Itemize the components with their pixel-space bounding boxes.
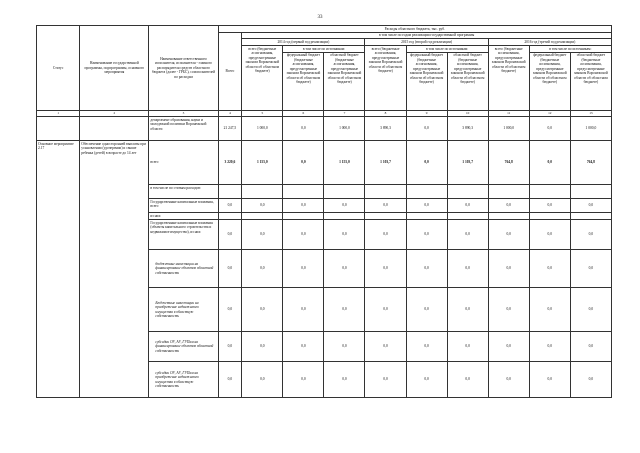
cell-value: 1 155,0 (242, 141, 283, 185)
cell-value: 0,0 (283, 220, 324, 250)
column-number: 13 (570, 110, 611, 116)
cell-value: 0,0 (324, 332, 365, 362)
cell-value: 0,0 (365, 288, 406, 332)
column-number: 5 (242, 110, 283, 116)
cell-value: 1 155,0 (324, 141, 365, 185)
header-year-2014: 2014 год (первый год реализации) (242, 39, 365, 46)
header-executor: Наименование ответственного исполнителя, исполнителя - главного распорядителя средств областного бюджета (далее - ГРБС), соисполнителей по расходам (149, 26, 218, 111)
cell-value: 0,0 (406, 332, 447, 362)
column-number: 1 (37, 110, 80, 116)
cell-value: 764,8 (570, 141, 611, 185)
row-executor: всего (149, 141, 218, 185)
cell-value: 0,0 (447, 362, 488, 398)
cell-value: 0,0 (529, 199, 570, 213)
column-number: 12 (529, 110, 570, 116)
cell-value: 0,0 (488, 199, 529, 213)
cell-value: 3 220,6 (218, 141, 242, 185)
header-year-2015: 2015 год (второй год реализации) (365, 39, 488, 46)
column-number: 6 (283, 110, 324, 116)
cell-value: 0,0 (218, 199, 242, 213)
row-executor: Государственные капитальные вложения (объекты капитального строительства и недвижимое имущество), из них: (149, 220, 218, 250)
cell-value: 0,0 (218, 288, 242, 332)
column-number: 2 (80, 110, 149, 116)
row-executor: Государственные капитальные вложения, всего (149, 199, 218, 213)
page-number: 33 (317, 15, 323, 20)
cell-value: 0,0 (570, 288, 611, 332)
header-sources-2014: в том числе по источникам: (283, 46, 365, 53)
cell-value: 0,0 (529, 141, 570, 185)
header-expenses-title: Расходы областного бюджета, тыс. руб. (218, 26, 611, 33)
cell-value: 0,0 (570, 199, 611, 213)
header-sources-2015: в том числе по источникам: (406, 46, 488, 53)
header-sources-2016: в том числе по источникам: (529, 46, 611, 53)
cell-value: 0,0 (447, 199, 488, 213)
header-regional-2015: областной бюджет (бюджетные ассигнования, предусмотренные законом Воронежской области об областном бюджете) (447, 52, 488, 110)
cell-value: 0,0 (406, 220, 447, 250)
cell-value: 0,0 (324, 199, 365, 213)
cell-value: 0,0 (488, 288, 529, 332)
column-number: 4 (218, 110, 242, 116)
column-number: 3 (149, 110, 218, 116)
cell-value: 0,0 (447, 220, 488, 250)
cell-value: 0,0 (529, 250, 570, 288)
header-regional-2016: областной бюджет (бюджетные ассигнования, предусмотренные законом Воронежской области об областном бюджете) (570, 52, 611, 110)
cell-value: 0,0 (488, 220, 529, 250)
cell-value: 0,0 (324, 362, 365, 398)
header-regional-2014: областной бюджет (бюджетные ассигнования, предусмотренные законом Воронежской области об областном бюджете) (324, 52, 365, 110)
cell-value: 0,0 (283, 199, 324, 213)
cell-value: 0,0 (242, 199, 283, 213)
header-all-2015: всего (бюджетные ассигнования, предусмотренные законом Воронежской области об областном бюджете) (365, 46, 406, 111)
row-executor: Бюджетные инвестиции на приобретение недвижимого имущества в областную собственность (149, 288, 218, 332)
cell-value: 0,0 (406, 288, 447, 332)
cell-value: 0,0 (242, 220, 283, 250)
cell-value: 0,0 (529, 332, 570, 362)
budget-table (36, 25, 612, 398)
table-row (37, 117, 612, 141)
cell-value: 0,0 (447, 288, 488, 332)
header-federal-2016: федеральный бюджет (бюджетные ассигнования, предусмотренные законом Воронежской области об областном бюджете) (529, 52, 570, 110)
cell-value: 0,0 (529, 362, 570, 398)
cell-value: 0,0 (242, 332, 283, 362)
row-executor: субсидии ОУ, АУ, ГУПам на финансирование объектов областной собственности (149, 332, 218, 362)
cell-value: 3 890,3 (447, 117, 488, 141)
column-number: 7 (324, 110, 365, 116)
cell-value: 1 000,0 (242, 117, 283, 141)
header-federal-2014: федеральный бюджет (бюджетные ассигнования, предусмотренные законом Воронежской области об областном бюджете) (283, 52, 324, 110)
cell-value: 0,0 (283, 332, 324, 362)
row-executor: департамент образования, науки и молодежной политики Воронежской области (149, 117, 218, 141)
cell-value: 1 103,7 (365, 141, 406, 185)
column-number: 11 (488, 110, 529, 116)
cell-value: 0,0 (365, 332, 406, 362)
cell-value: 0,0 (488, 250, 529, 288)
header-federal-2015: федеральный бюджет (бюджетные ассигнования, предусмотренные законом Воронежской области об областном бюджете) (406, 52, 447, 110)
cell-value: 0,0 (218, 220, 242, 250)
cell-value: 1 000,0 (570, 117, 611, 141)
cell-value: 0,0 (447, 332, 488, 362)
cell-value: 1 103,7 (447, 141, 488, 185)
column-number: 8 (365, 110, 406, 116)
cell-value: 0,0 (406, 141, 447, 185)
cell-value: 0,0 (324, 250, 365, 288)
cell-value: 0,0 (406, 250, 447, 288)
cell-value: 0,0 (365, 362, 406, 398)
cell-value: 0,0 (218, 250, 242, 288)
cell-value: 3 890,3 (365, 117, 406, 141)
header-year-2016: 2016 год (третий год реализации) (488, 39, 611, 46)
cell-value: 0,0 (242, 250, 283, 288)
cell-value: 0,0 (406, 117, 447, 141)
header-subtitle: в том числе по годам реализации государственной программы (242, 32, 612, 39)
header-all-2016: всего (бюджетные ассигнования, предусмотренные законом Воронежской области об областном бюджете) (488, 46, 529, 111)
cell-value: 0,0 (570, 220, 611, 250)
cell-value: 1 000,0 (488, 117, 529, 141)
cell-value: 0,0 (283, 362, 324, 398)
cell-value: 0,0 (570, 362, 611, 398)
cell-value: 0,0 (324, 220, 365, 250)
cell-value: 0,0 (529, 220, 570, 250)
header-status: Статус (37, 26, 80, 111)
header-all-2014: всего (бюджетные ассигнования, предусмотренные законом Воронежской области об областном бюджете) (242, 46, 283, 111)
row-status: Основное мероприятие 2.17 (37, 141, 80, 398)
row-executor: бюджетные инвестиции на финансирование объектов областной собственности (149, 250, 218, 288)
header-program-name: Наименование государственной программы, подпрограммы, основного мероприятия (80, 26, 149, 111)
cell-value: 764,8 (488, 141, 529, 185)
cell-value: 0,0 (242, 362, 283, 398)
cell-value: 0,0 (447, 250, 488, 288)
cell-value: 0,0 (570, 332, 611, 362)
cell-value: 0,0 (529, 117, 570, 141)
cell-value: 0,0 (488, 332, 529, 362)
cell-value: 0,0 (488, 362, 529, 398)
cell-value: 0,0 (406, 362, 447, 398)
cell-value: 0,0 (570, 250, 611, 288)
cell-value: 0,0 (218, 362, 242, 398)
cell-value: 0,0 (406, 199, 447, 213)
cell-value: 1 000,0 (324, 117, 365, 141)
cell-value: 0,0 (283, 117, 324, 141)
column-number: 9 (406, 110, 447, 116)
cell-value: 0,0 (218, 332, 242, 362)
cell-value: 21 247,5 (218, 117, 242, 141)
cell-value: 0,0 (365, 250, 406, 288)
cell-value: 0,0 (242, 288, 283, 332)
row-program: Обеспечение односторонней выплаты при усыновлении (удочерении) и свыше ребенка (детей) в возрасте до 14 лет (80, 141, 149, 398)
row-executor: субсидии ОУ, АУ, ГУПам на приобретение недвижимого имущества в областную собственность (149, 362, 218, 398)
cell-value: 0,0 (324, 288, 365, 332)
cell-value: 0,0 (283, 250, 324, 288)
table-row (37, 141, 612, 185)
header-total: Всего (218, 32, 242, 110)
cell-value: 0,0 (529, 288, 570, 332)
row-executor: из них: (149, 213, 218, 220)
column-number: 10 (447, 110, 488, 116)
row-executor: в том числе по статьям расходов: (149, 185, 218, 199)
cell-value: 0,0 (365, 220, 406, 250)
cell-value: 0,0 (283, 141, 324, 185)
cell-value: 0,0 (365, 199, 406, 213)
cell-value: 0,0 (283, 288, 324, 332)
